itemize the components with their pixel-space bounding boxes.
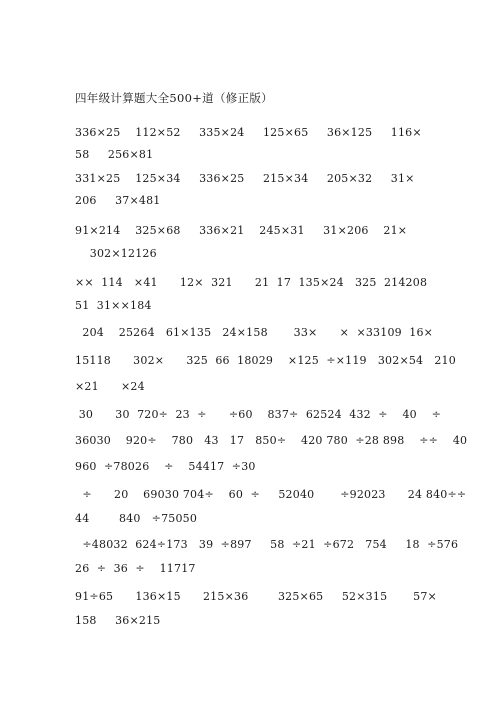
text-line-13: 36030 920÷ 780 43 17 850÷ 420 780 ÷28 898 ÷÷ 40 — [75, 434, 468, 447]
text-line-10: 15118 302× 325 66 18029 ×125 ÷×119 302×54 210 — [75, 354, 456, 367]
text-line-11: ×21 ×24 — [75, 380, 145, 393]
text-line-16: 44 840 ÷75050 — [75, 512, 198, 525]
text-line-19: 91÷65 136×15 215×36 325×65 52×315 57× — [75, 590, 437, 603]
text-line-2: 58 256×81 — [75, 148, 154, 161]
text-line-3: 331×25 125×34 336×25 215×34 205×32 31× — [75, 172, 415, 185]
text-line-20: 158 36×215 — [75, 614, 161, 627]
text-line-4: 206 37×481 — [75, 194, 161, 207]
text-line-9: 204 25264 61×135 24×158 33× × ×33109 16× — [75, 326, 434, 339]
text-line-12: 30 30 720÷ 23 ÷ ÷60 837÷ 62524 432 ÷ 40 ÷ — [75, 408, 442, 421]
text-line-17: ÷48032 624÷173 39 ÷897 58 ÷21 ÷672 754 18 ÷576 — [75, 538, 459, 551]
text-line-14: 960 ÷78026 ÷ 54417 ÷30 — [75, 460, 256, 473]
document-title: 四年级计算题大全500+道（修正版） — [75, 91, 273, 105]
text-line-5: 91×214 325×68 336×21 245×31 31×206 21× — [75, 224, 408, 237]
text-line-7: ×× 114 ×41 12× 321 21 17 135×24 325 214208 — [75, 276, 428, 289]
text-line-18: 26 ÷ 36 ÷ 11717 — [75, 562, 196, 575]
text-line-6: 302×12126 — [75, 247, 157, 260]
text-line-8: 51 31××184 — [75, 299, 152, 312]
text-line-1: 336×25 112×52 335×24 125×65 36×125 116× — [75, 126, 422, 139]
text-line-15: ÷ 20 69030 704÷ 60 ÷ 52040 ÷92023 24 840÷÷ — [75, 488, 467, 501]
